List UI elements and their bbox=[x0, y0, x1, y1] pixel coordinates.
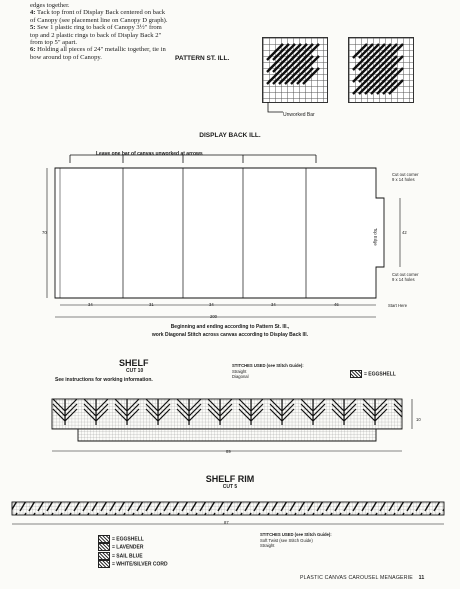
shelf-cut: CUT 10 bbox=[126, 368, 144, 374]
legend-eggshell bbox=[98, 535, 168, 543]
step6-number: 6: bbox=[30, 46, 36, 54]
shelf-legend bbox=[350, 370, 396, 378]
shelf-stitch1: Straight bbox=[232, 369, 247, 374]
total-width-label: 200 bbox=[210, 314, 217, 319]
shelf-stitch2: Diagonal bbox=[232, 374, 249, 379]
pattern-stitch-grid-right bbox=[348, 37, 414, 103]
rim-stitches-title: STITCHES USED (see Stitch Guide): bbox=[260, 532, 332, 537]
step5-number: 5: bbox=[30, 24, 36, 32]
height-label: 70 bbox=[42, 230, 47, 235]
display-back-title: DISPLAY BACK ILL. bbox=[199, 132, 261, 139]
segment-3-label: 34 bbox=[209, 302, 214, 307]
color-legend bbox=[98, 535, 168, 568]
instr-line0: edges together. bbox=[30, 2, 70, 9]
shelf-rim-cut: CUT 5 bbox=[222, 484, 238, 490]
shelf-height-label: 10 bbox=[416, 417, 421, 422]
shelf-legend-label: = EGGSHELL bbox=[364, 371, 396, 378]
cutout-bottom-label: Cut out corner 9 x 14 holes bbox=[392, 272, 419, 282]
pattern-stitch-grid-left bbox=[262, 37, 328, 103]
page-footer bbox=[300, 575, 425, 581]
legend-eggshell-label: = EGGSHELL bbox=[112, 536, 144, 543]
eggshell-swatch-icon bbox=[350, 370, 362, 378]
display-back-caption2: work Diagonal Stitch across canvas according to Display Back Ill. bbox=[151, 332, 309, 338]
sail-blue-swatch-icon bbox=[98, 552, 110, 560]
shelf-note: See instructions for working information. bbox=[55, 377, 153, 383]
step5-text: Sew 1 plastic ring to back of Canopy 3½" from top and 2 plastic rings to back of Display Back 2" from top 5" apart. bbox=[30, 24, 162, 47]
shelf-rim-width-label: 87 bbox=[224, 520, 229, 525]
segment-1-label: 34 bbox=[88, 302, 93, 307]
cord-swatch-icon bbox=[98, 560, 110, 568]
legend-cord-label: = WHITE/SILVER CORD bbox=[112, 561, 168, 568]
cutout-top-label: Cut out corner 9 x 14 holes bbox=[392, 172, 419, 182]
shelf-rim-title: SHELF RIM bbox=[205, 474, 255, 484]
display-back-diagram bbox=[20, 145, 420, 325]
unworked-bar-pointer bbox=[266, 100, 286, 116]
rim-stitch2: Straight bbox=[260, 543, 275, 548]
legend-white-silver-cord bbox=[98, 560, 168, 568]
legend-lavender bbox=[98, 543, 168, 551]
page-number: 11 bbox=[418, 575, 425, 581]
eggshell-swatch-icon bbox=[98, 535, 110, 543]
shelf-chart bbox=[50, 397, 420, 457]
legend-sail-blue bbox=[98, 552, 168, 560]
footer-text: PLASTIC CANVAS CAROUSEL MENAGERIE bbox=[300, 575, 413, 581]
start-here-label: Start Here bbox=[388, 303, 408, 308]
step6-text: Holding all pieces of 24" metallic together, tie in bow around top of Canopy. bbox=[30, 46, 166, 61]
instructions-text bbox=[30, 2, 168, 61]
rim-stitch1: Soft Twist (see Stitch Guide) bbox=[260, 538, 313, 543]
shelf-width-label: 89 bbox=[226, 449, 231, 454]
segment-5-label: 46 bbox=[334, 302, 339, 307]
top-edge-label: Top Edge bbox=[373, 228, 378, 246]
arrow-note: Leave one bar of canvas unworked at arrows bbox=[96, 151, 203, 157]
shelf-stitches-title: STITCHES USED (see Stitch Guide): bbox=[232, 363, 304, 368]
step4-text: Tack top front of Display Back centered on back of Canopy (see placement line on Canopy D graph). bbox=[30, 9, 168, 24]
instr-step6 bbox=[30, 46, 168, 61]
legend-lavender-label: = LAVENDER bbox=[112, 544, 144, 551]
segment-2-label: 31 bbox=[149, 302, 154, 307]
shelf-rim-chart bbox=[10, 500, 450, 528]
step4-number: 4: bbox=[30, 9, 36, 17]
display-back-caption1: Beginning and ending according to Pattern St. Ill., bbox=[170, 324, 290, 330]
legend-sail-blue-label: = SAIL BLUE bbox=[112, 552, 143, 559]
segment-4-label: 34 bbox=[271, 302, 276, 307]
instr-step4 bbox=[30, 9, 168, 24]
unworked-bar-label: Unworked Bar bbox=[283, 112, 315, 118]
instr-step5 bbox=[30, 24, 168, 46]
lavender-swatch-icon bbox=[98, 543, 110, 551]
side-label: 42 bbox=[402, 230, 407, 235]
pattern-stitch-title: PATTERN ST. ILL. bbox=[175, 55, 230, 62]
shelf-title: SHELF bbox=[119, 358, 149, 368]
